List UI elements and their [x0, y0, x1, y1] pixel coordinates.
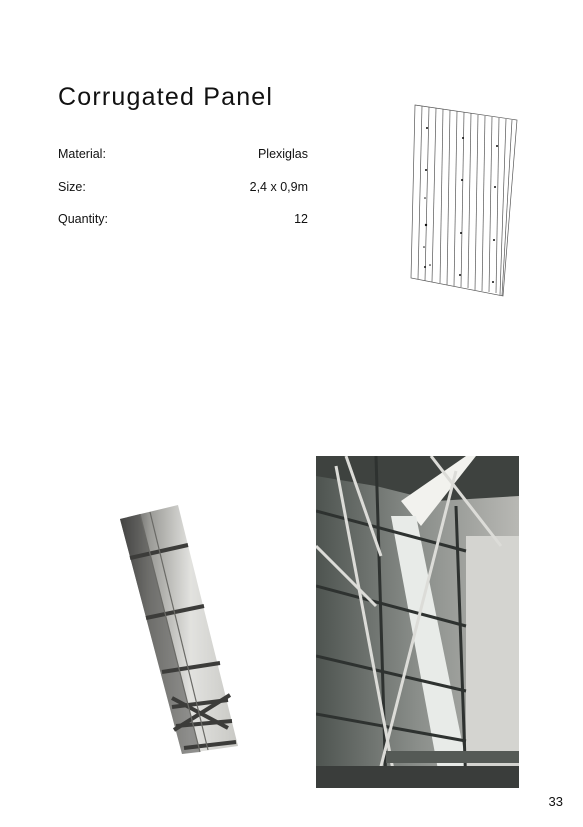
spec-value: 2,4 x 0,9m [249, 180, 308, 194]
spec-label: Quantity: [58, 212, 109, 226]
corrugated-panel-drawing [405, 100, 525, 300]
spec-row-material [58, 147, 308, 163]
warehouse-interior-photo [316, 456, 519, 788]
page-number: 33 [548, 794, 563, 809]
spec-label: Size: [58, 180, 86, 194]
spec-value: Plexiglas [257, 147, 308, 161]
panel-photo-left [110, 500, 250, 760]
page-title: Corrugated Panel [58, 83, 274, 111]
spec-label: Material: [58, 147, 106, 161]
spec-value: 12 [294, 212, 308, 226]
spec-row-size [58, 180, 308, 196]
spec-row-quantity [58, 212, 308, 228]
